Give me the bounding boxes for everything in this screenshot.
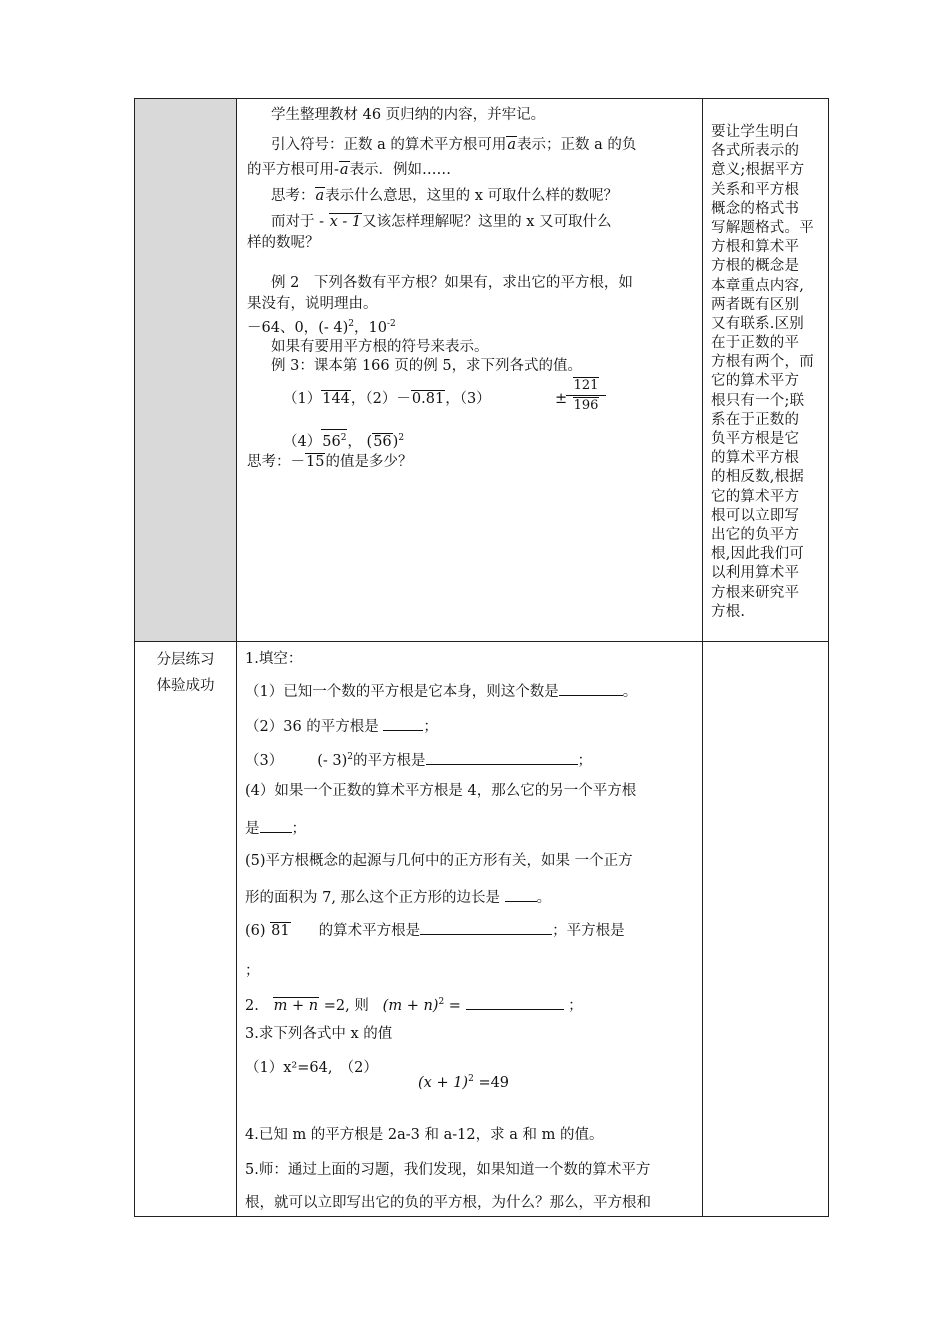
answer-blank[interactable] bbox=[426, 750, 578, 765]
text-span: ，（3） bbox=[445, 391, 491, 407]
text-span: ， bbox=[353, 319, 369, 336]
text-line: 果没有，说明理由。 bbox=[247, 296, 378, 312]
text-span: （1） bbox=[283, 391, 322, 407]
text-span: =2, 则 bbox=[323, 997, 369, 1014]
text-line bbox=[247, 314, 396, 338]
sqrt-144: 144 bbox=[322, 391, 350, 407]
text-span: 的平方根可用- bbox=[247, 162, 339, 178]
text-line: 学生整理教材 46 页归纳的内容，并牢记。 bbox=[271, 107, 546, 123]
answer-blank[interactable] bbox=[383, 716, 423, 731]
note-line: 写解题格式。平 bbox=[711, 219, 814, 236]
text-span: 的平方根是 bbox=[353, 752, 426, 769]
question-2: 2. m + n =2, 则 $(m + n)^2$ = ； bbox=[245, 992, 583, 1016]
note-line: 根可以立即写 bbox=[711, 507, 800, 524]
question-3: 3.求下列各式中 x 的值 bbox=[245, 1026, 393, 1042]
note-line: 要让学生明白 bbox=[711, 124, 800, 140]
question-1-4-cont: 是 ； bbox=[245, 818, 306, 839]
note-line: 方根有两个，而 bbox=[711, 354, 814, 371]
sqrt-56-sq bbox=[321, 429, 347, 450]
sqrt-a: a bbox=[507, 137, 517, 153]
note-line: 的算术平方根 bbox=[711, 450, 800, 467]
text-span: 表示．例如…… bbox=[349, 162, 452, 178]
sqrt-0-81: 0.81 bbox=[411, 391, 445, 407]
text-line bbox=[271, 135, 636, 155]
exponent: 2 bbox=[340, 433, 347, 443]
note-line: 方根. bbox=[711, 603, 746, 620]
question-1-3: （3） (- 3)$^2$的平方根是 ； bbox=[245, 747, 592, 771]
sqrt-15: 15 bbox=[306, 454, 325, 470]
answer-blank[interactable] bbox=[505, 887, 537, 902]
teaching-note bbox=[711, 123, 823, 622]
note-line: 它的算术平方 bbox=[711, 373, 800, 390]
shaded-label-cell bbox=[135, 99, 236, 641]
note-line: 关系和平方根 bbox=[711, 181, 800, 198]
text-span: 表示；正数 a 的负 bbox=[517, 137, 637, 153]
column-divider-2 bbox=[702, 99, 703, 1216]
text-span: 的算术平方根是 bbox=[318, 923, 421, 939]
text-span: 思考： bbox=[271, 188, 315, 204]
text-span: 的值是多少？ bbox=[325, 454, 413, 470]
neg4-expr: (- 4) bbox=[318, 319, 349, 336]
answer-blank[interactable] bbox=[466, 995, 564, 1010]
fraction-bar bbox=[566, 395, 606, 396]
note-line: 又有联系.区别 bbox=[711, 315, 805, 332]
note-line: 它的算术平方 bbox=[711, 488, 800, 505]
note-line: 系在于正数的 bbox=[711, 411, 800, 428]
note-line: 各式所表示的 bbox=[711, 143, 800, 160]
text-span: （4） bbox=[283, 433, 322, 450]
x-plus-1-expr: (x + 1) bbox=[418, 1074, 469, 1091]
pm-sign: ± bbox=[555, 391, 568, 407]
neg3-expr: (- 3) bbox=[317, 752, 348, 769]
exponent: 2 bbox=[348, 319, 354, 329]
text-span: 表示什么意思，这里的 x 可取什么样的数呢？ bbox=[325, 188, 619, 204]
exponent: 2 bbox=[438, 997, 445, 1007]
question-1-5-cont: 形的面积为 7, 那么这个正方形的边长是 。 bbox=[245, 887, 551, 908]
text-span: 又该怎样理解呢？这里的 x 又可取什么 bbox=[362, 214, 612, 230]
row-divider bbox=[135, 641, 828, 642]
question-3-1: （1）x²=64, （2） bbox=[245, 1060, 378, 1076]
note-line: 方根和算术平 bbox=[711, 239, 800, 256]
text-line: 例 3：课本第 166 页的例 5，求下列各式的值。 bbox=[271, 358, 583, 374]
sqrt-121: 121 bbox=[573, 378, 599, 393]
note-line: 本章重点内容, bbox=[711, 277, 805, 294]
sqrt-m-plus-n: m + n bbox=[273, 997, 319, 1014]
text-span: =49 bbox=[478, 1074, 510, 1091]
sqrt-196: 196 bbox=[573, 398, 599, 413]
question-1-6-end: ； bbox=[245, 963, 260, 979]
text-span: 思考：－ bbox=[247, 454, 305, 470]
note-line: 出它的负平方 bbox=[711, 526, 800, 543]
text-line bbox=[247, 160, 451, 180]
note-line: 负平方根是它 bbox=[711, 431, 800, 447]
question-4: 4.已知 m 的平方根是 2a-3 和 a-12，求 a 和 m 的值。 bbox=[245, 1127, 604, 1143]
text-span: （1）已知一个数的平方根是它本身，则这个数是 bbox=[245, 684, 559, 700]
lesson-table bbox=[134, 98, 829, 1217]
ten-expr: 10 bbox=[368, 319, 387, 336]
text-span: ；平方根是 bbox=[552, 923, 625, 939]
text-line: 样的数呢？ bbox=[247, 235, 320, 251]
text-span: （2）36 的平方根是 bbox=[245, 719, 379, 735]
question-3-2 bbox=[418, 1069, 509, 1093]
text-line: 如果有要用平方根的符号来表示。 bbox=[271, 339, 489, 355]
sqrt-56: 56 bbox=[373, 433, 392, 450]
text-line bbox=[283, 389, 491, 409]
sqrt-x-minus-1: x - 1 bbox=[329, 214, 362, 230]
question-1-6 bbox=[245, 920, 625, 941]
question-1-5: (5)平方根概念的起源与几何中的正方形有关，如果 一个正方 bbox=[245, 853, 633, 869]
exponent: 2 bbox=[347, 752, 354, 762]
fraction-121-196 bbox=[566, 377, 606, 414]
note-line: 的相反数,根据 bbox=[711, 469, 805, 486]
question-5: 5.师：通过上面的习题，我们发现，如果知道一个数的算术平方 bbox=[245, 1162, 651, 1178]
note-line: 在于正数的平 bbox=[711, 335, 800, 352]
text-span: ， bbox=[347, 433, 362, 450]
text-line: 例 2 下列各数有平方根？如果有，求出它的平方根，如 bbox=[271, 275, 633, 291]
m-plus-n-expr: (m + n) bbox=[382, 997, 439, 1014]
note-line: 意义;根据平方 bbox=[711, 162, 805, 179]
text-line: $(4)56^2$， $(56)^2$ bbox=[283, 428, 404, 452]
text-span: 而对于 - bbox=[271, 214, 325, 230]
question-1-2: （2）36 的平方根是 ； bbox=[245, 716, 438, 737]
sqrt-a: a bbox=[315, 188, 325, 204]
text-span: 2. bbox=[245, 997, 259, 1014]
text-span: ，（2）－ bbox=[350, 391, 411, 407]
question-5-cont: 根，就可以立即写出它的负的平方根，为什么？那么，平方根和 bbox=[245, 1195, 651, 1211]
text-line bbox=[247, 452, 412, 472]
text-line bbox=[271, 186, 618, 206]
exponent: 2 bbox=[398, 433, 405, 443]
note-line: 两者既有区别 bbox=[711, 296, 800, 313]
answer-blank[interactable] bbox=[420, 920, 552, 935]
note-line: 方根的概念是 bbox=[711, 258, 800, 275]
note-line: 概念的格式书 bbox=[711, 200, 800, 217]
note-line: 根只有一个;联 bbox=[711, 392, 805, 409]
question-1-1: （1）已知一个数的平方根是它本身，则这个数是 。 bbox=[245, 681, 637, 702]
text-span: 是 bbox=[245, 821, 260, 837]
text-span: －64、0， bbox=[247, 319, 319, 336]
section-label: 体验成功 bbox=[156, 678, 215, 694]
column-divider-1 bbox=[236, 99, 237, 1216]
question-1-4: (4）如果一个正数的算术平方根是 4，那么它的另一个平方根 bbox=[245, 783, 637, 799]
radicand: 56 bbox=[322, 433, 341, 450]
text-span: 引入符号：正数 a 的算术平方根可用 bbox=[271, 137, 507, 153]
text-line bbox=[271, 212, 612, 232]
question-1: 1.填空： bbox=[245, 651, 303, 667]
answer-blank[interactable] bbox=[559, 681, 623, 696]
text-span: （3） bbox=[245, 752, 284, 769]
text-span: (6) bbox=[245, 923, 266, 939]
sqrt-81: 81 bbox=[271, 923, 290, 939]
text-span: = bbox=[448, 997, 461, 1014]
exponent: -2 bbox=[386, 319, 396, 329]
exponent: 2 bbox=[468, 1074, 474, 1084]
section-label: 分层练习 bbox=[156, 652, 215, 668]
note-line: 以利用算术平 bbox=[711, 565, 800, 582]
note-line: 方根来研究平 bbox=[711, 584, 800, 601]
text-span: 形的面积为 7, 那么这个正方形的边长是 bbox=[245, 890, 501, 906]
sqrt-a: a bbox=[339, 162, 349, 178]
answer-blank[interactable] bbox=[260, 818, 292, 833]
note-line: 根,因此我们可 bbox=[711, 546, 805, 563]
